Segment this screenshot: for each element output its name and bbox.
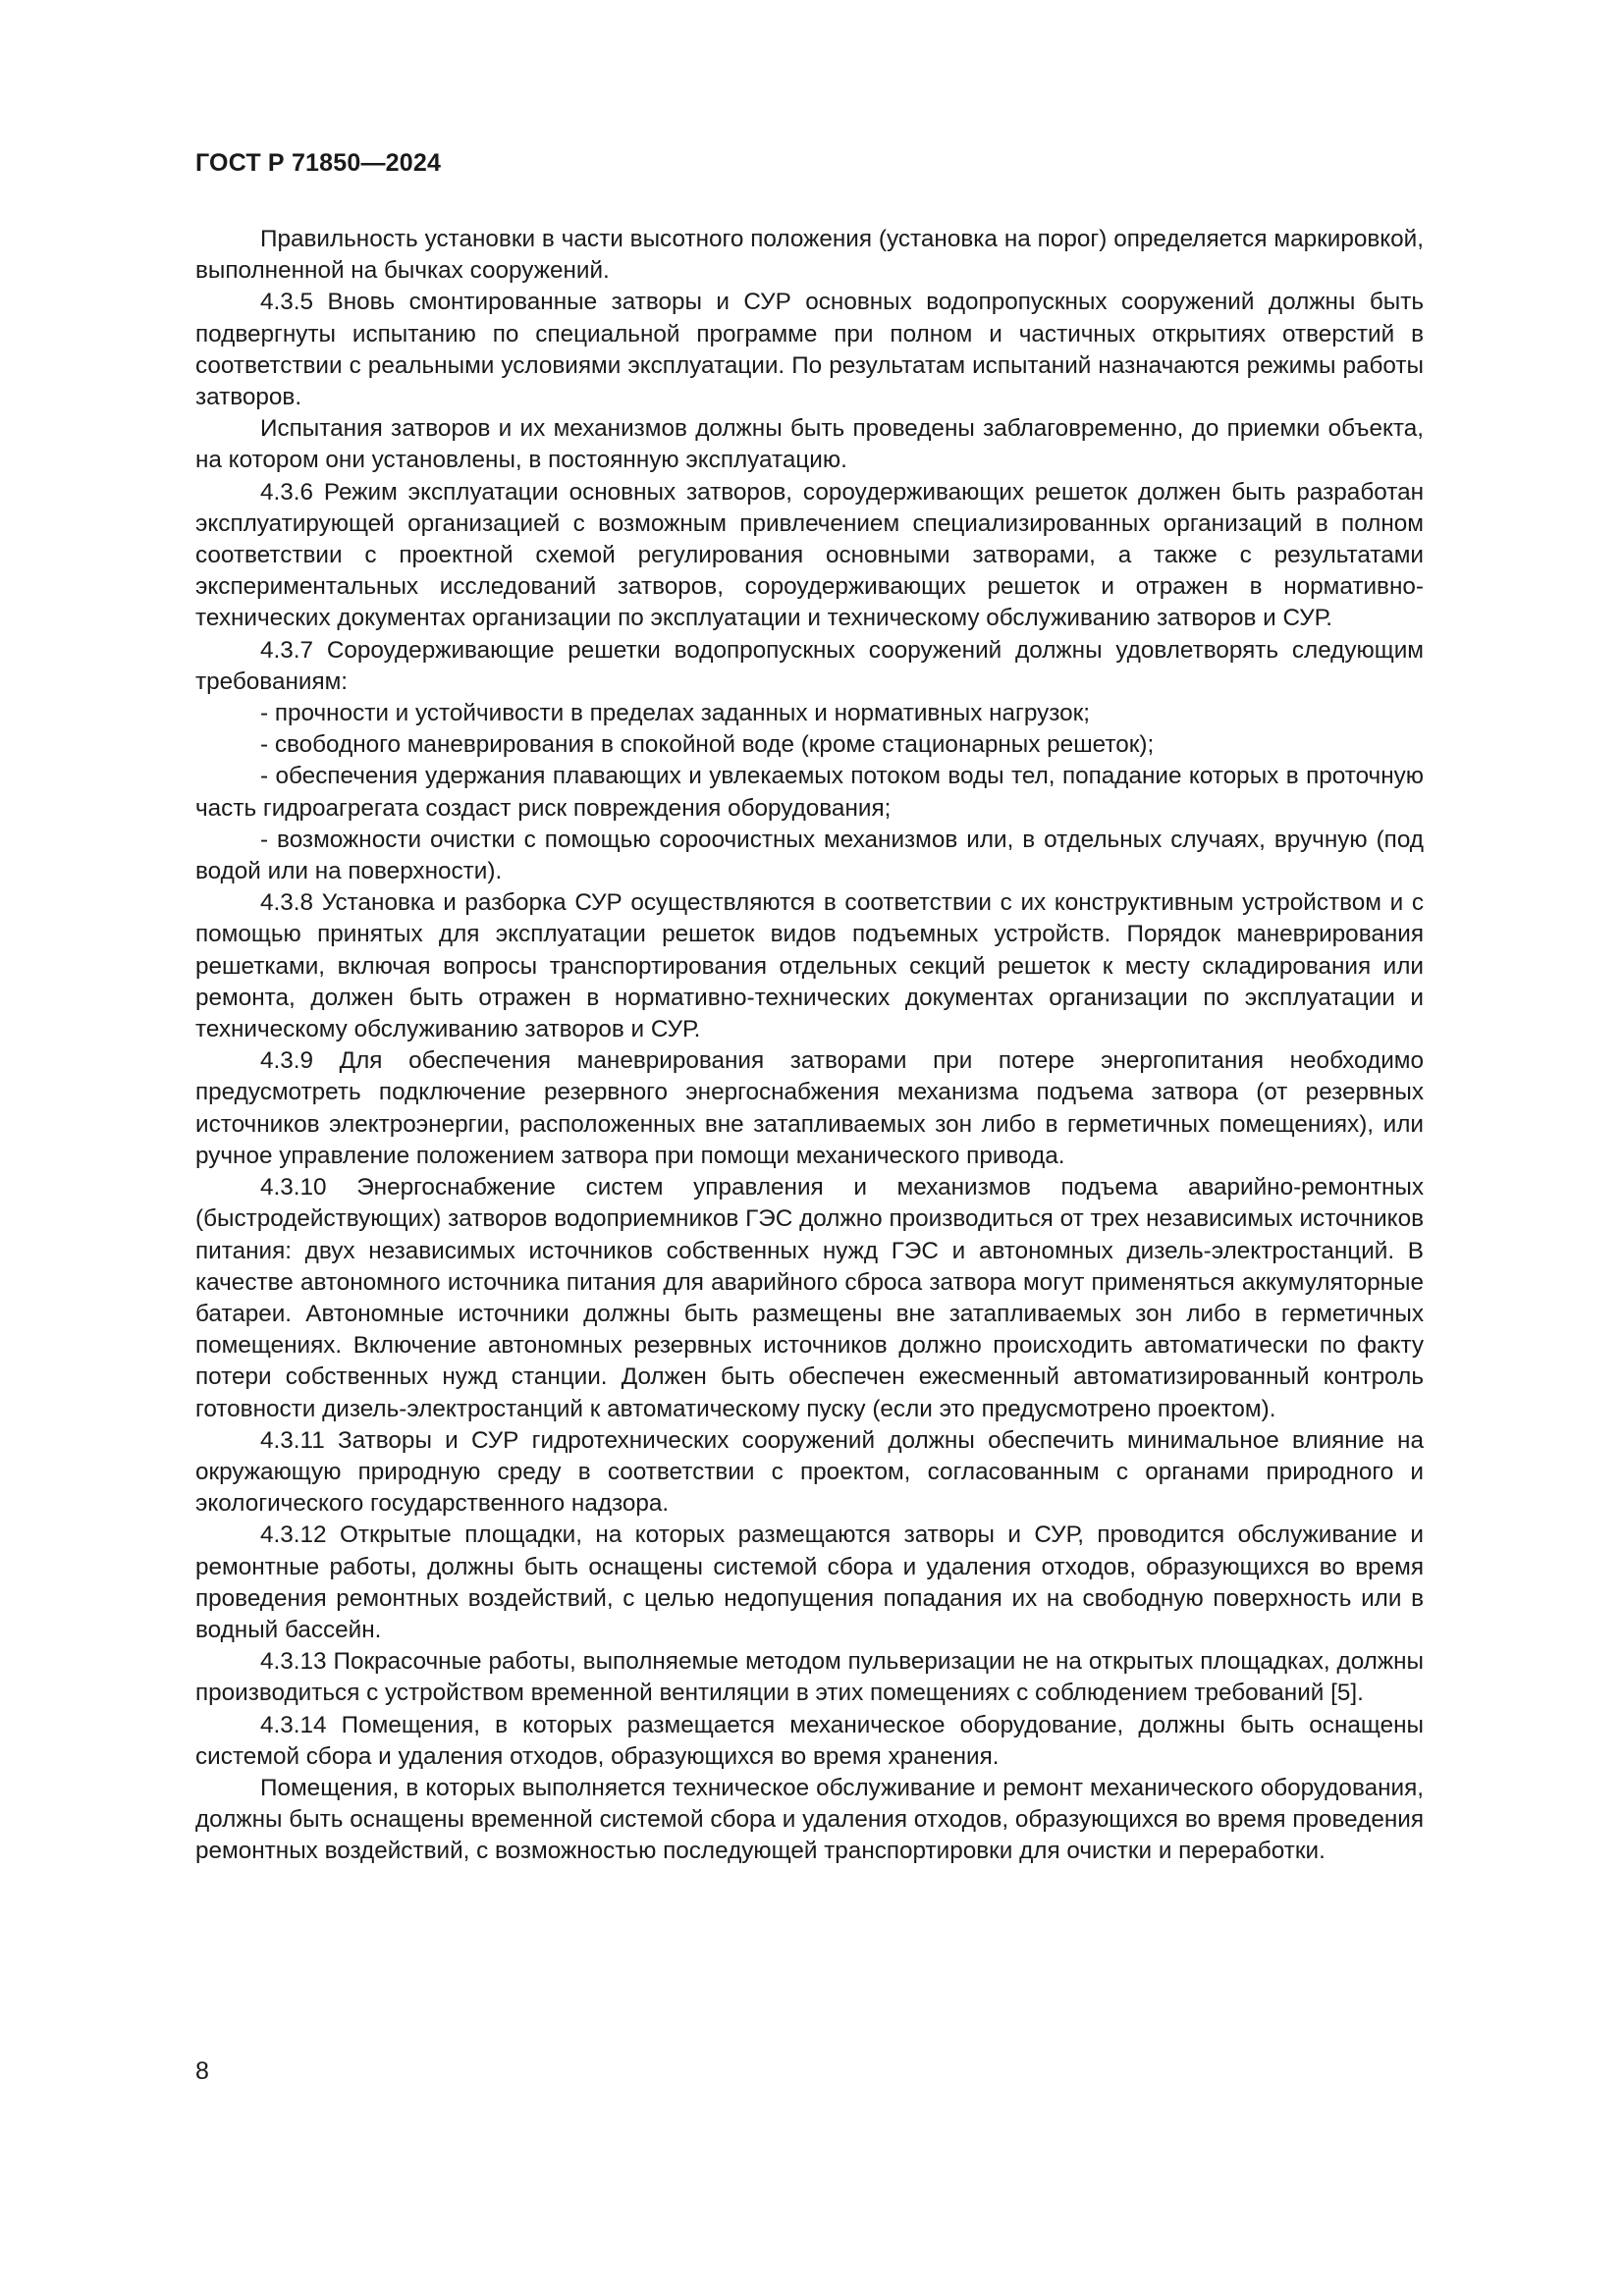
- paragraph: Правильность установки в части высотного положения (установка на порог) определяется маркировкой, выполненной на бычках сооружений.: [195, 226, 1424, 285]
- clause-4-3-6: 4.3.6 Режим эксплуатации основных затворов, сороудерживающих решеток должен быть разработан эксплуатирующей организацией с возможным привлечением специализированных организаций в полном соответствии с проектной схемой регулирования основными затворами, а также с результатами экспериментальных исследований затворов, сороудерживающих решеток и отражен в нормативно-технических документах организации по эксплуатации и техническому обслуживанию затворов и СУР.: [195, 478, 1424, 632]
- clause-4-3-14: 4.3.14 Помещения, в которых размещается механическое оборудование, должны быть оснащены системой сбора и удаления отходов, образующихся во время хранения.: [195, 1711, 1424, 1770]
- document-body: [195, 224, 1424, 1868]
- paragraph: Помещения, в которых выполняется техническое обслуживание и ремонт механического оборудования, должны быть оснащены временной системой сбора и удаления отходов, образующихся во время проведения ремонтных воздействий, с возможностью последующей транспортировки для очистки и переработки.: [195, 1774, 1424, 1865]
- page-number: 8: [195, 2057, 209, 2085]
- list-item: - свободного маневрирования в спокойной воде (кроме стационарных решеток);: [260, 731, 1155, 759]
- clause-4-3-8: 4.3.8 Установка и разборка СУР осуществляются в соответствии с их конструктивным устройством и с помощью принятых для эксплуатации решеток видов подъемных устройств. Порядок маневрирования решетками, включая вопросы транспортирования отдельных секций решеток к месту складирования или ремонта, должен быть отражен в нормативно-технических документах организации по эксплуатации и техническому обслуживанию затворов и СУР.: [195, 889, 1424, 1043]
- clause-4-3-5: 4.3.5 Вновь смонтированные затворы и СУР основных водопропускных сооружений должны быть подвергнуты испытанию по специальной программе при полном и частичных открытиях отверстий в соответствии с реальными условиями эксплуатации. По результатам испытаний назначаются режимы работы затворов.: [195, 289, 1424, 411]
- clause-4-3-10: 4.3.10 Энергоснабжение систем управления и механизмов подъема аварийно-ремонтных (быстродействующих) затворов водоприемников ГЭС должно производиться от трех независимых источников питания: двух независимых источников собственных нужд ГЭС и автономных дизель-электростанций. В качестве автономного источника питания для аварийного сброса затвора могут применяться аккумуляторные батареи. Автономные источники должны быть размещены вне затапливаемых зон либо в герметичных помещениях. Включение автономных резервных источников должно происходить автоматически по факту потери собственных нужд станции. Должен быть обеспечен ежесменный автоматизированный контроль готовности дизель-электростанций к автоматическому пуску (если это предусмотрено проектом).: [195, 1174, 1424, 1422]
- clause-4-3-9: 4.3.9 Для обеспечения маневрирования затворами при потере энергопитания необходимо предусмотреть подключение резервного энергоснабжения механизма подъема затвора (от резервных источников электроэнергии, расположенных вне затапливаемых зон либо в герметичных помещениях), или ручное управление положением затвора при помощи механического привода.: [195, 1047, 1424, 1169]
- clause-4-3-11: 4.3.11 Затворы и СУР гидротехнических сооружений должны обеспечить минимальное влияние на окружающую природную среду в соответствии с проектом, согласованным с органами природного и экологического государственного надзора.: [195, 1426, 1424, 1518]
- paragraph: Испытания затворов и их механизмов должны быть проведены заблаговременно, до приемки объекта, на котором они установлены, в постоянную эксплуатацию.: [195, 415, 1424, 474]
- list-item: - обеспечения удержания плавающих и увлекаемых потоком воды тел, попадание которых в проточную часть гидроагрегата создаст риск повреждения оборудования;: [195, 763, 1424, 822]
- clause-4-3-7: 4.3.7 Сороудерживающие решетки водопропускных сооружений должны удовлетворять следующим требованиям:: [195, 636, 1424, 695]
- clause-4-3-13: 4.3.13 Покрасочные работы, выполняемые методом пульверизации не на открытых площадках, должны производиться с устройством временной вентиляции в этих помещениях с соблюдением требований [5].: [195, 1648, 1424, 1707]
- clause-4-3-12: 4.3.12 Открытые площадки, на которых размещаются затворы и СУР, проводится обслуживание и ремонтные работы, должны быть оснащены системой сбора и удаления отходов, образующихся во время проведения ремонтных воздействий, с целью недопущения попадания их на свободную поверхность или в водный бассейн.: [195, 1522, 1424, 1643]
- list-item: - возможности очистки с помощью сороочистных механизмов или, в отдельных случаях, вручную (под водой или на поверхности).: [195, 826, 1424, 885]
- list-item: - прочности и устойчивости в пределах заданных и нормативных нагрузок;: [260, 700, 1091, 727]
- standard-header: ГОСТ Р 71850—2024: [195, 149, 442, 177]
